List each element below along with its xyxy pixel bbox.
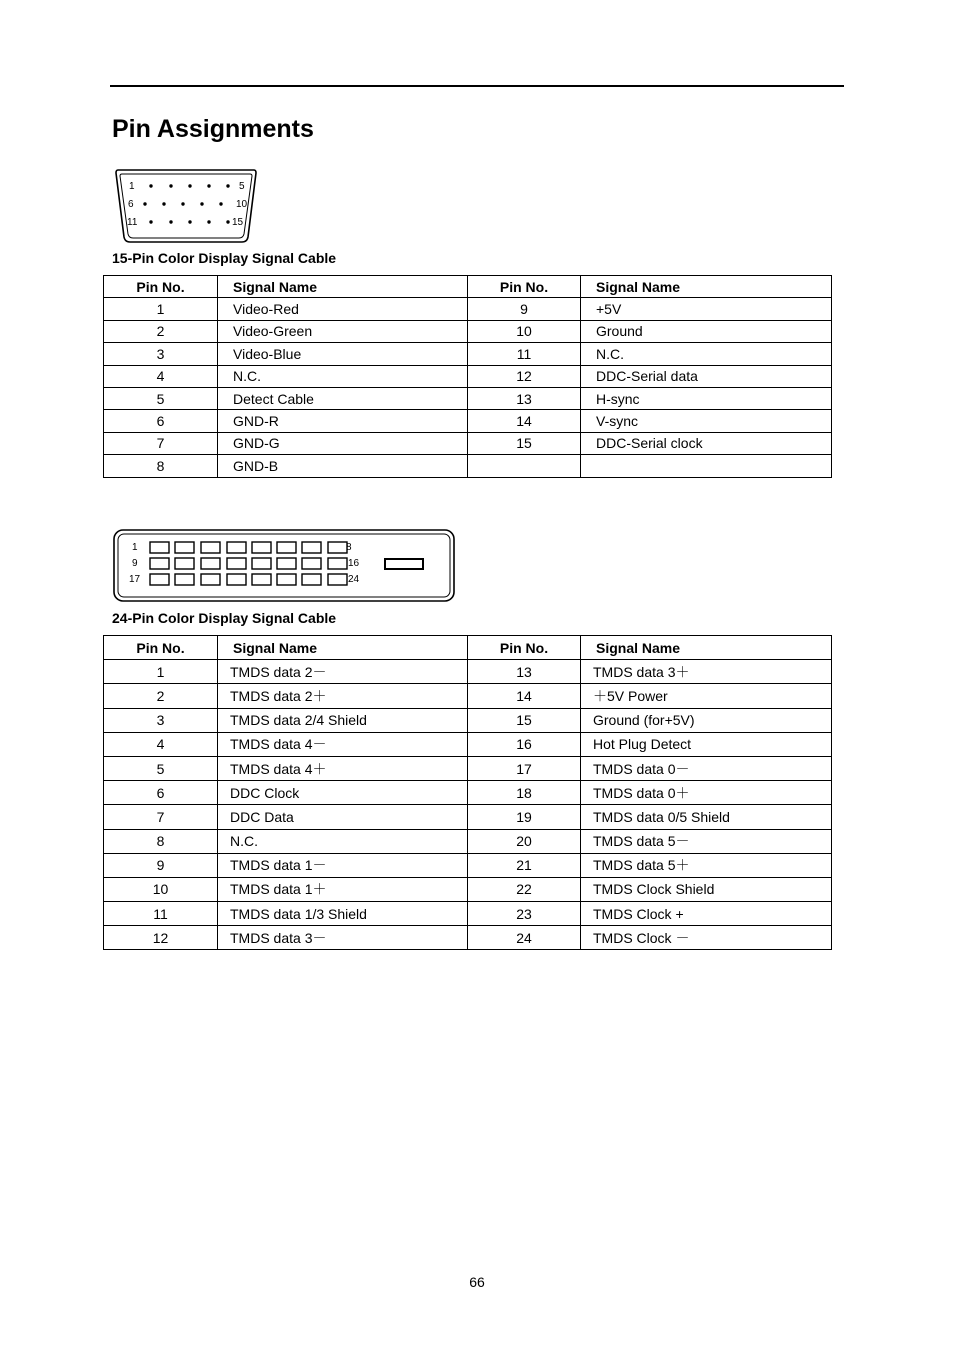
dvi-pin <box>227 574 246 585</box>
pin-number-cell: 10 <box>468 320 581 342</box>
dvi-pin <box>227 542 246 553</box>
signal-name-cell: TMDS data 0－ <box>581 756 832 780</box>
pin-number-cell: 8 <box>104 829 218 853</box>
dvi-table-caption: 24-Pin Color Display Signal Cable <box>112 610 337 626</box>
dvi-pin <box>175 558 194 569</box>
table-row <box>104 781 832 805</box>
vga-label-r1-start: 1 <box>129 181 135 192</box>
vga-label-r3-start: 11 <box>127 217 138 228</box>
dvi-pin <box>227 558 246 569</box>
signal-name-cell: TMDS data 5＋ <box>581 853 832 877</box>
dvi-pin <box>302 542 321 553</box>
table-row <box>104 298 832 320</box>
signal-name-cell: DDC-Serial clock <box>581 432 832 454</box>
table-header-row <box>104 276 832 298</box>
signal-name-cell: TMDS data 3＋ <box>581 660 832 684</box>
table-row <box>104 410 832 432</box>
table-row <box>104 829 832 853</box>
dvi-pin <box>252 542 271 553</box>
pin-number-cell: 15 <box>468 708 581 732</box>
dvi-pin <box>201 542 220 553</box>
signal-name-cell <box>581 455 832 477</box>
signal-name-cell: GND-R <box>218 410 468 432</box>
dvi-pin <box>302 574 321 585</box>
table-header-row <box>104 636 832 660</box>
pin-number-cell: 14 <box>468 410 581 432</box>
pin-number-cell: 2 <box>104 320 218 342</box>
pin-number-cell: 16 <box>468 732 581 756</box>
dvi-flat-pin <box>385 559 423 569</box>
vga-label-r2-start: 6 <box>128 199 134 210</box>
table-row <box>104 455 832 477</box>
dvi-label-r1-end: 8 <box>346 542 352 553</box>
dvi-pin-grid <box>150 542 347 585</box>
table-row <box>104 343 832 365</box>
dvi-label-r3-end: 24 <box>348 574 360 585</box>
dvi-pin <box>252 558 271 569</box>
table-row <box>104 387 832 409</box>
signal-name-cell: ＋5V Power <box>581 684 832 708</box>
signal-name-cell: DDC-Serial data <box>581 365 832 387</box>
table-row <box>104 684 832 708</box>
signal-name-cell: TMDS Clock － <box>581 926 832 950</box>
dvi-pin <box>150 574 169 585</box>
header-pin-no: Pin No. <box>468 636 581 660</box>
dvi-pin <box>302 558 321 569</box>
dvi-pin <box>252 574 271 585</box>
pin-number-cell: 11 <box>104 902 218 926</box>
dvi-pin <box>175 574 194 585</box>
vga-table-caption: 15-Pin Color Display Signal Cable <box>112 250 337 266</box>
page-number: 66 <box>469 1274 485 1290</box>
pin-number-cell: 5 <box>104 756 218 780</box>
vga-label-r2-end: 10 <box>236 199 248 210</box>
pin-number-cell: 7 <box>104 805 218 829</box>
signal-name-cell: Video-Green <box>218 320 468 342</box>
signal-name-cell: TMDS data 2＋ <box>218 684 468 708</box>
pin-number-cell: 6 <box>104 781 218 805</box>
page-title: Pin Assignments <box>112 115 314 143</box>
table-row <box>104 432 832 454</box>
table-row <box>104 926 832 950</box>
signal-name-cell: H-sync <box>581 387 832 409</box>
pin-number-cell: 23 <box>468 902 581 926</box>
vga-pin-table <box>103 275 832 478</box>
pin-number-cell: 8 <box>104 455 218 477</box>
signal-name-cell: TMDS Clock + <box>581 902 832 926</box>
pin-number-cell: 18 <box>468 781 581 805</box>
signal-name-cell: Ground <box>581 320 832 342</box>
signal-name-cell: TMDS data 2/4 Shield <box>218 708 468 732</box>
signal-name-cell: N.C. <box>218 365 468 387</box>
table-row <box>104 732 832 756</box>
pin-number-cell: 15 <box>468 432 581 454</box>
dvi-pin <box>201 558 220 569</box>
pin-number-cell: 12 <box>104 926 218 950</box>
pin-number-cell: 3 <box>104 708 218 732</box>
signal-name-cell: TMDS Clock Shield <box>581 877 832 901</box>
pin-number-cell: 17 <box>468 756 581 780</box>
table-row <box>104 853 832 877</box>
header-pin-no: Pin No. <box>468 276 581 298</box>
signal-name-cell: GND-B <box>218 455 468 477</box>
top-rule <box>110 85 844 87</box>
signal-name-cell: N.C. <box>218 829 468 853</box>
pin-number-cell: 13 <box>468 660 581 684</box>
signal-name-cell: DDC Clock <box>218 781 468 805</box>
signal-name-cell: TMDS data 1＋ <box>218 877 468 901</box>
header-signal-name: Signal Name <box>581 636 832 660</box>
dvi-pin <box>277 574 296 585</box>
signal-name-cell: Video-Red <box>218 298 468 320</box>
table-row <box>104 805 832 829</box>
table-row <box>104 660 832 684</box>
signal-name-cell: GND-G <box>218 432 468 454</box>
dvi-connector-diagram <box>112 528 458 604</box>
header-signal-name: Signal Name <box>218 276 468 298</box>
pin-number-cell: 14 <box>468 684 581 708</box>
header-pin-no: Pin No. <box>104 276 218 298</box>
signal-name-cell: TMDS data 3－ <box>218 926 468 950</box>
signal-name-cell: TMDS data 0/5 Shield <box>581 805 832 829</box>
signal-name-cell: TMDS data 5－ <box>581 829 832 853</box>
pin-number-cell: 4 <box>104 732 218 756</box>
pin-number-cell: 20 <box>468 829 581 853</box>
dvi-pin <box>201 574 220 585</box>
dvi-pin-table <box>103 635 832 950</box>
vga-label-r1-end: 5 <box>239 181 245 192</box>
dvi-label-r3-start: 17 <box>129 574 141 585</box>
dvi-pin <box>277 558 296 569</box>
signal-name-cell: +5V <box>581 298 832 320</box>
pin-number-cell: 24 <box>468 926 581 950</box>
pin-number-cell: 1 <box>104 298 218 320</box>
vga-pin-dots <box>143 184 229 223</box>
signal-name-cell: Hot Plug Detect <box>581 732 832 756</box>
table-row <box>104 756 832 780</box>
vga-connector-diagram <box>114 167 258 245</box>
pin-number-cell: 19 <box>468 805 581 829</box>
dvi-pin <box>277 542 296 553</box>
dvi-pin <box>175 542 194 553</box>
table-row <box>104 365 832 387</box>
dvi-label-r1-start: 1 <box>132 542 138 553</box>
signal-name-cell: TMDS data 4＋ <box>218 756 468 780</box>
signal-name-cell: TMDS data 1－ <box>218 853 468 877</box>
signal-name-cell: Video-Blue <box>218 343 468 365</box>
header-signal-name: Signal Name <box>581 276 832 298</box>
pin-number-cell: 7 <box>104 432 218 454</box>
pin-number-cell <box>468 455 581 477</box>
dvi-label-r2-start: 9 <box>132 558 138 569</box>
pin-number-cell: 6 <box>104 410 218 432</box>
pin-number-cell: 22 <box>468 877 581 901</box>
signal-name-cell: TMDS data 4－ <box>218 732 468 756</box>
header-pin-no: Pin No. <box>104 636 218 660</box>
pin-number-cell: 5 <box>104 387 218 409</box>
pin-number-cell: 21 <box>468 853 581 877</box>
table-row <box>104 708 832 732</box>
table-row <box>104 902 832 926</box>
pin-number-cell: 1 <box>104 660 218 684</box>
pin-number-cell: 11 <box>468 343 581 365</box>
signal-name-cell: V-sync <box>581 410 832 432</box>
signal-name-cell: Ground (for+5V) <box>581 708 832 732</box>
table-row <box>104 320 832 342</box>
pin-number-cell: 10 <box>104 877 218 901</box>
signal-name-cell: Detect Cable <box>218 387 468 409</box>
pin-number-cell: 12 <box>468 365 581 387</box>
pin-number-cell: 13 <box>468 387 581 409</box>
signal-name-cell: TMDS data 0＋ <box>581 781 832 805</box>
dvi-pin <box>150 542 169 553</box>
signal-name-cell: TMDS data 1/3 Shield <box>218 902 468 926</box>
vga-label-r3-end: 15 <box>232 217 244 228</box>
signal-name-cell: DDC Data <box>218 805 468 829</box>
header-signal-name: Signal Name <box>218 636 468 660</box>
pin-number-cell: 9 <box>104 853 218 877</box>
dvi-pin <box>328 558 347 569</box>
pin-number-cell: 3 <box>104 343 218 365</box>
pin-number-cell: 9 <box>468 298 581 320</box>
dvi-pin <box>328 574 347 585</box>
dvi-pin <box>328 542 347 553</box>
table-row <box>104 877 832 901</box>
pin-number-cell: 4 <box>104 365 218 387</box>
signal-name-cell: TMDS data 2－ <box>218 660 468 684</box>
pin-number-cell: 2 <box>104 684 218 708</box>
dvi-pin <box>150 558 169 569</box>
dvi-label-r2-end: 16 <box>348 558 360 569</box>
signal-name-cell: N.C. <box>581 343 832 365</box>
